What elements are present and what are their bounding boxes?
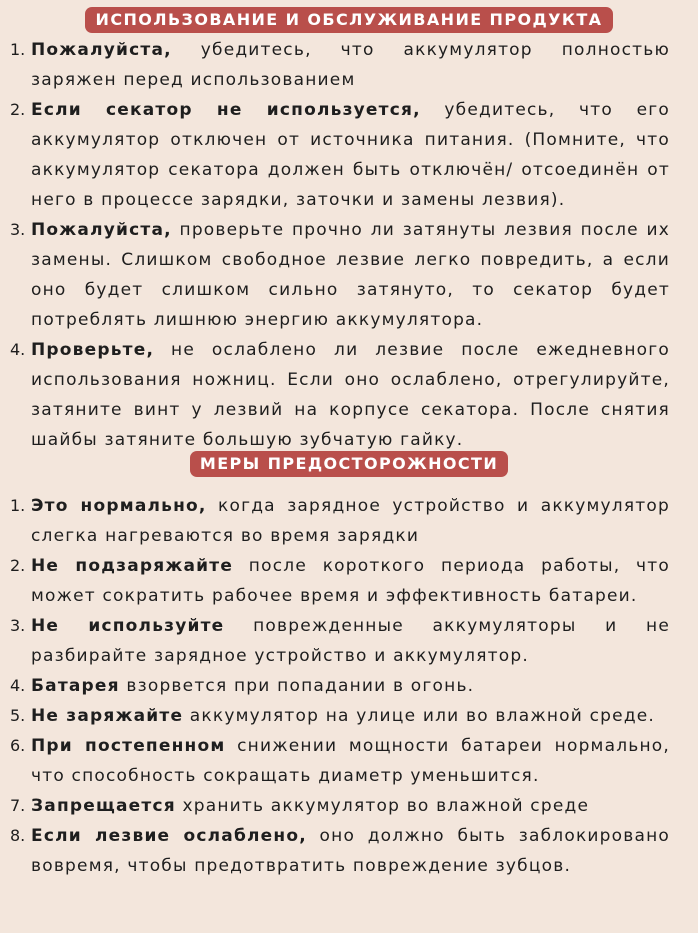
item-number: 3. [10, 220, 26, 239]
list-item [10, 821, 670, 881]
list-item [10, 35, 670, 95]
item-number: 2. [10, 556, 26, 575]
item-lead: Батарея [31, 676, 120, 696]
list-item [10, 671, 670, 701]
item-number: 3. [10, 616, 26, 635]
item-number: 6. [10, 736, 26, 755]
item-lead: Если секатор не используется, [31, 100, 421, 120]
item-number: 5. [10, 706, 26, 725]
item-number: 8. [10, 826, 26, 845]
item-lead: Пожалуйста, [31, 220, 172, 240]
item-lead: Это нормально, [31, 496, 207, 516]
item-number: 7. [10, 796, 26, 815]
item-lead: Пожалуйста, [31, 40, 172, 60]
item-lead: Если лезвие ослаблено, [31, 826, 307, 846]
item-text: оно должно быть заблокировано вовремя, чтобы предотвратить повреждение зубцов. [31, 826, 670, 876]
item-lead: Не используйте [31, 616, 225, 636]
item-lead: Не заряжайте [31, 706, 184, 726]
item-lead: Проверьте, [31, 340, 155, 360]
list-item [10, 215, 670, 335]
item-text: после короткого периода работы, что может сократить рабочее время и эффективность батареи. [31, 556, 671, 606]
item-number: 2. [10, 100, 26, 119]
item-lead: При постепенном [31, 736, 226, 756]
item-text: когда зарядное устройство и аккумулятор слегка нагреваются во время зарядки [31, 496, 670, 546]
list-item [10, 701, 670, 731]
list-item [10, 791, 670, 821]
list-item [10, 95, 670, 215]
item-text: поврежденные аккумуляторы и не разбирайте зарядное устройство и аккумулятор. [31, 616, 670, 666]
list-item [10, 731, 670, 791]
item-text: снижении мощности батареи нормально, что способность сокращать диаметр уменьшится. [31, 736, 671, 786]
list-item [10, 611, 670, 671]
list-item [10, 551, 670, 611]
item-text: хранить аккумулятор во влажной среде [175, 796, 590, 816]
item-number: 1. [10, 496, 26, 515]
item-text: убедитесь, что его аккумулятор отключен от источника питания. (Помните, что аккумулятор секатора должен быть отключён/ отсоединён от него в процессе зарядки, заточки и замены лезвия). [31, 100, 671, 210]
item-text: аккумулятор на улице или во влажной среде. [183, 706, 656, 726]
item-lead: Не подзаряжайте [31, 556, 234, 576]
item-lead: Запрещается [31, 796, 176, 816]
item-text: проверьте прочно ли затянуты лезвия после их замены. Слишком свободное лезвие легко повредить, а если оно будет слишком сильно затянуто, то секатор будет потреблять лишнюю энергию аккумулятора. [31, 220, 670, 330]
precautions-list [10, 491, 670, 881]
item-number: 4. [10, 676, 26, 695]
item-text: убедитесь, что аккумулятор полностью заряжен перед использованием [31, 40, 670, 90]
item-text: взорвется при попадании в огонь. [119, 676, 475, 696]
list-item [10, 335, 670, 455]
item-number: 1. [10, 40, 26, 59]
item-number: 4. [10, 340, 26, 359]
usage-list [10, 35, 670, 455]
list-item [10, 491, 670, 551]
item-text: не ослаблено ли лезвие после ежедневного использования ножниц. Если оно ослаблено, отрегулируйте, затяните винт у лезвий на корпусе секатора. После снятия шайбы затяните большую зубчатую гайку. [31, 340, 670, 450]
section-title-precautions: МЕРЫ ПРЕДОСТОРОЖНОСТИ [190, 451, 508, 477]
section-title-usage: ИСПОЛЬЗОВАНИЕ И ОБСЛУЖИВАНИЕ ПРОДУКТА [85, 7, 614, 33]
